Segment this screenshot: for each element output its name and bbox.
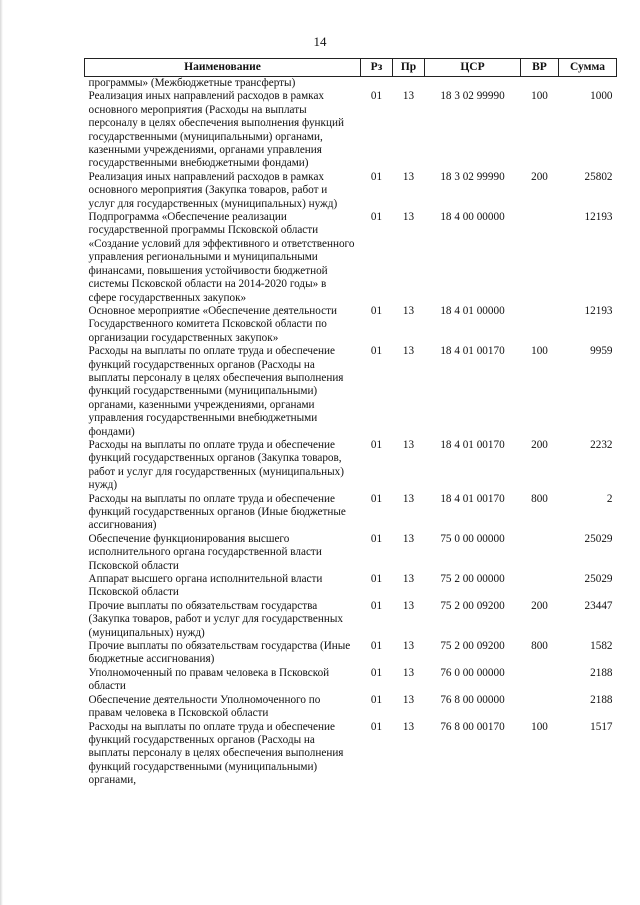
header-name: Наименование	[85, 59, 361, 77]
cell-vr: 800	[531, 492, 548, 505]
scan-edge	[0, 0, 3, 905]
cell-vr: 100	[531, 345, 548, 358]
cell-pr: 13	[402, 532, 415, 545]
cell-name: Расходы на выплаты по оплате труда и обеспечение функций государственных органов (Расходы на выплаты персоналу в целях обеспечения выполнения функций государственными (муниципальными) органами,	[88, 720, 344, 787]
table-row	[85, 667, 617, 694]
cell-name: Обеспечение деятельности Уполномоченного по правам человека в Псковской области	[88, 693, 321, 720]
cell-vr: 200	[531, 170, 548, 183]
cell-pr: 13	[402, 438, 415, 451]
cell-sum: 12193	[584, 304, 613, 317]
cell-vr	[521, 77, 559, 91]
cell-rz: 01	[370, 304, 383, 317]
cell-rz: 01	[370, 170, 383, 183]
cell-rz: 01	[370, 492, 383, 505]
cell-csr: 75 2 00 09200	[440, 640, 505, 653]
cell-pr: 13	[402, 304, 415, 317]
cell-csr: 76 8 00 00170	[440, 720, 505, 733]
cell-vr	[521, 667, 559, 694]
cell-csr	[425, 77, 521, 91]
cell-rz: 01	[370, 720, 383, 733]
cell-sum: 2188	[590, 693, 613, 706]
cell-csr: 76 8 00 00000	[440, 693, 505, 706]
cell-sum: 25802	[584, 170, 613, 183]
cell-vr	[521, 694, 559, 721]
cell-rz: 01	[370, 90, 383, 103]
table-row	[85, 600, 617, 640]
table-row	[85, 573, 617, 600]
cell-name: Прочие выплаты по обязательствам государства (Иные бюджетные ассигнования)	[88, 640, 351, 666]
cell-csr: 18 4 01 00170	[440, 492, 505, 505]
cell-pr	[393, 77, 425, 91]
cell-name: Реализация иных направлений расходов в рамках основного мероприятия (Закупка товаров, работ и услуг для государственных (муниципальных) нужд)	[88, 170, 338, 210]
cell-sum: 12193	[584, 211, 613, 224]
table-row	[85, 305, 617, 345]
cell-sum: 2	[606, 492, 613, 505]
table-row	[85, 171, 617, 211]
cell-rz: 01	[370, 640, 383, 653]
cell-csr: 18 3 02 99990	[440, 90, 505, 103]
cell-pr: 13	[402, 170, 415, 183]
cell-vr: 200	[531, 438, 548, 451]
cell-csr: 75 0 00 00000	[440, 532, 505, 545]
cell-name: Реализация иных направлений расходов в рамках основного мероприятия (Расходы на выплаты персоналу в целях обеспечения выполнения функций государственными (муниципальными) органами, казенными учреждениями, органами управления государственными внебюджетными фондами)	[88, 90, 344, 170]
cell-rz: 01	[370, 693, 383, 706]
cell-sum: 1582	[590, 640, 613, 653]
cell-sum: 9959	[590, 345, 613, 358]
cell-name: Основное мероприятие «Обеспечение деятельности Государственного комитета Псковской области по организации государственных закупок»	[88, 304, 337, 344]
cell-csr: 18 4 00 00000	[440, 211, 505, 224]
cell-csr: 76 0 00 00000	[440, 666, 505, 679]
cell-vr: 200	[531, 599, 548, 612]
cell-csr: 75 2 00 00000	[440, 573, 505, 586]
cell-rz: 01	[370, 573, 383, 586]
cell-pr: 13	[402, 666, 415, 679]
cell-pr: 13	[402, 211, 415, 224]
header-pr: Пр	[393, 59, 425, 77]
cell-vr	[521, 573, 559, 600]
cell-vr: 100	[531, 720, 548, 733]
cell-name: Обеспечение функционирования высшего исполнительного органа государственной власти Псковской области	[88, 532, 322, 572]
table-row	[85, 77, 617, 91]
cell-sum: 2188	[590, 666, 613, 679]
cell-sum: 25029	[584, 573, 613, 586]
header-vr: ВР	[521, 59, 559, 77]
cell-pr: 13	[402, 573, 415, 586]
table-row	[85, 694, 617, 721]
cell-vr	[521, 305, 559, 345]
table-row	[85, 493, 617, 533]
table-row	[85, 211, 617, 305]
cell-pr: 13	[402, 640, 415, 653]
table-row	[85, 721, 617, 788]
cell-sum: 25029	[584, 532, 613, 545]
cell-csr: 18 3 02 99990	[440, 170, 505, 183]
cell-name: Уполномоченный по правам человека в Псковской области	[88, 666, 330, 693]
cell-rz	[361, 77, 393, 91]
cell-csr: 18 4 01 00170	[440, 438, 505, 451]
table-row	[85, 640, 617, 667]
cell-vr: 800	[531, 640, 548, 653]
cell-name: Аппарат высшего органа исполнительной власти Псковской области	[88, 573, 323, 599]
cell-csr: 75 2 00 09200	[440, 599, 505, 612]
cell-pr: 13	[402, 90, 415, 103]
cell-sum: 1517	[590, 720, 613, 733]
cell-pr: 13	[402, 599, 415, 612]
cell-rz: 01	[370, 211, 383, 224]
cell-sum: 23447	[584, 599, 613, 612]
header-csr: ЦСР	[425, 59, 521, 77]
cell-rz: 01	[370, 438, 383, 451]
cell-sum	[559, 77, 617, 91]
cell-pr: 13	[402, 693, 415, 706]
table-body	[85, 77, 617, 788]
cell-name: Расходы на выплаты по оплате труда и обеспечение функций государственных органов (Закупка товаров, работ и услуг для государственных (муниципальных) нужд)	[88, 438, 344, 492]
cell-rz: 01	[370, 345, 383, 358]
cell-pr: 13	[402, 492, 415, 505]
cell-name: Расходы на выплаты по оплате труда и обеспечение функций государственных органов (Расходы на выплаты персоналу в целях обеспечения выполнения функций государственными (муниципальными) органами, казенными учреждениями, органами управления государственными внебюджетными фондами)	[88, 345, 344, 438]
cell-rz: 01	[370, 532, 383, 545]
table-row	[85, 533, 617, 573]
cell-name: Прочие выплаты по обязательствам государства (Закупка товаров, работ и услуг для государственных (муниципальных) нужд)	[88, 599, 343, 639]
cell-sum: 2232	[590, 438, 613, 451]
table-header-row	[85, 59, 617, 77]
budget-table	[84, 58, 617, 788]
table-row	[85, 90, 617, 170]
cell-vr	[521, 211, 559, 305]
table-row	[85, 439, 617, 493]
cell-name: Расходы на выплаты по оплате труда и обеспечение функций государственных органов (Иные бюджетные ассигнования)	[88, 492, 346, 532]
cell-csr: 18 4 01 00000	[440, 304, 505, 317]
header-rz: Рз	[361, 59, 393, 77]
cell-name: программы» (Межбюджетные трансферты)	[88, 77, 296, 89]
cell-name: Подпрограмма «Обеспечение реализации государственной программы Псковской области «Создание условий для эффективного и ответственного управления региональными и муниципальными финансами, повышения устойчивости бюджетной системы Псковской области на 2014-2020 годы» в сфере государственных закупок»	[88, 211, 355, 304]
table-row	[85, 345, 617, 439]
cell-rz: 01	[370, 599, 383, 612]
cell-vr: 100	[531, 90, 548, 103]
cell-pr: 13	[402, 720, 415, 733]
cell-rz: 01	[370, 666, 383, 679]
cell-sum: 1000	[590, 90, 613, 103]
header-sum: Сумма	[559, 59, 617, 77]
cell-vr	[521, 533, 559, 573]
cell-pr: 13	[402, 345, 415, 358]
budget-table-container	[84, 58, 616, 788]
page-number: 14	[313, 34, 327, 49]
cell-csr: 18 4 01 00170	[440, 345, 505, 358]
